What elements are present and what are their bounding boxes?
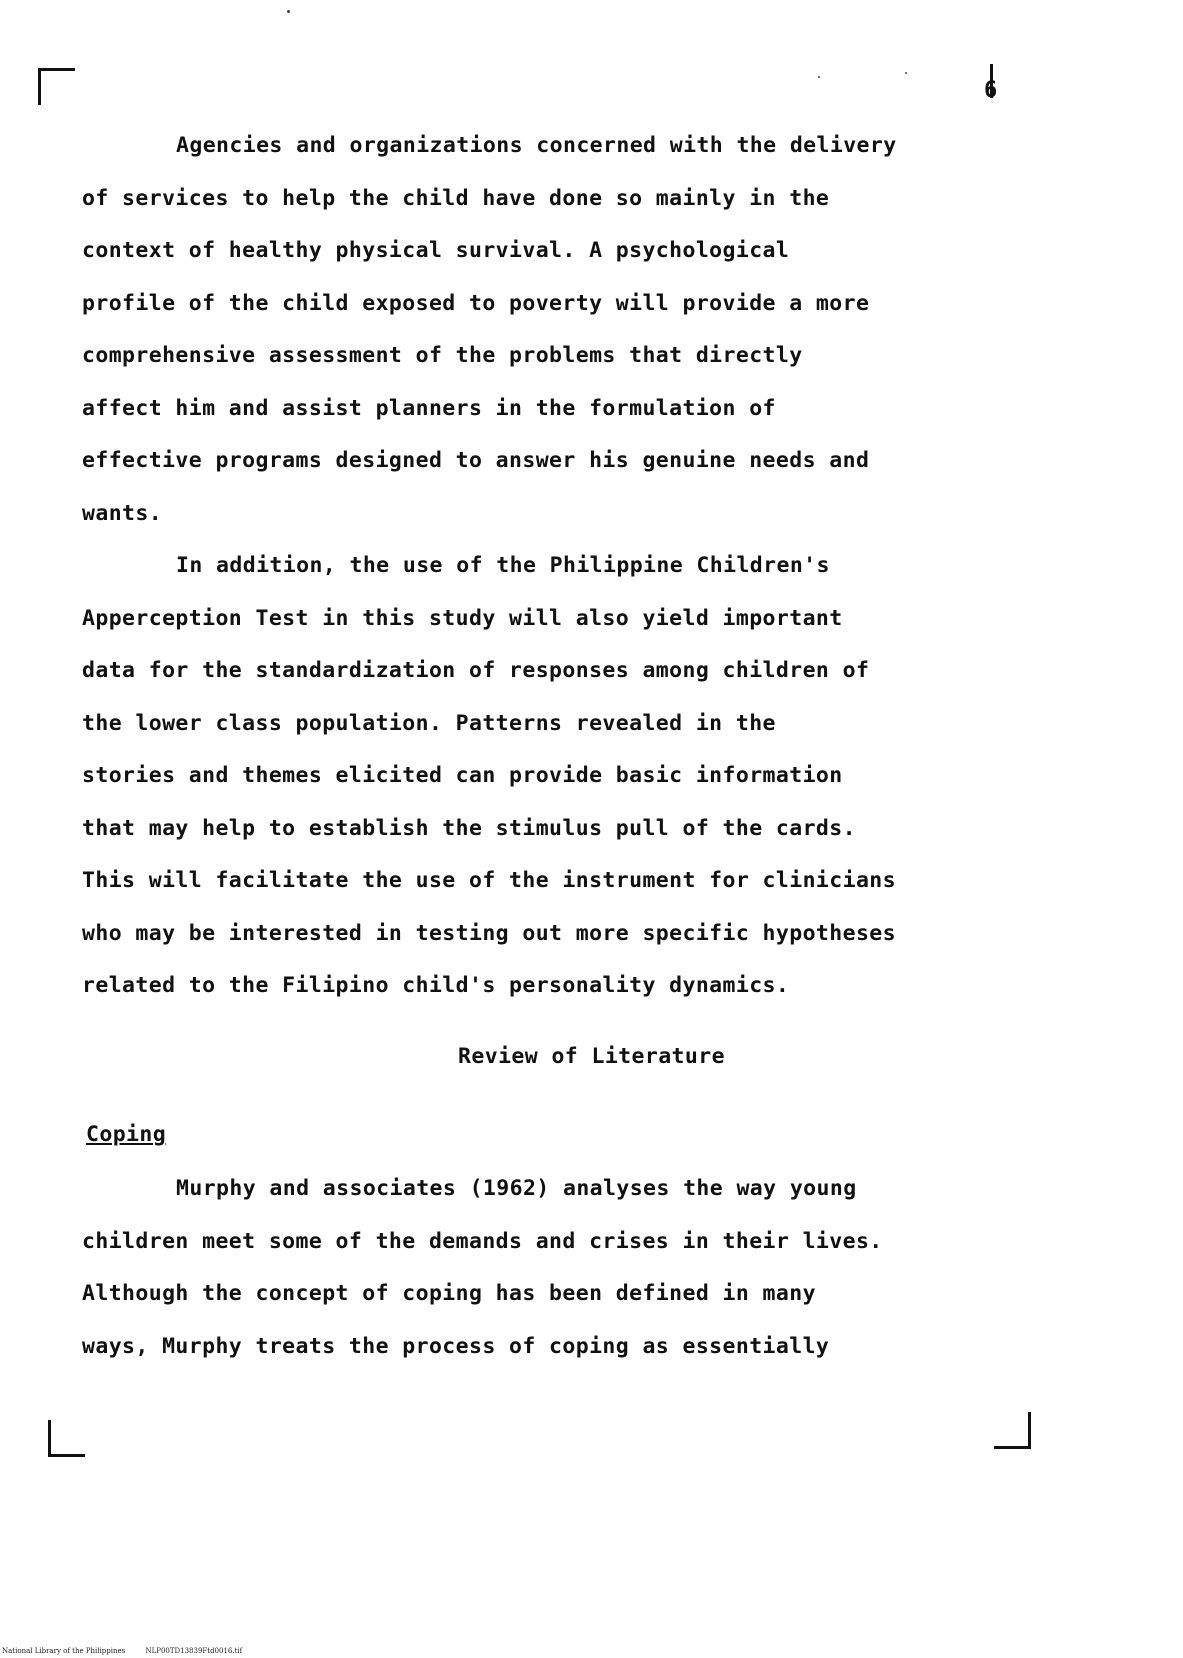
text-line: In addition, the use of the Philippine Children's	[176, 553, 830, 578]
section-heading: Review of Literature	[458, 1044, 725, 1069]
crop-mark-top-left	[38, 68, 75, 105]
scan-speck	[905, 72, 907, 74]
paragraph-coping	[82, 1163, 1022, 1373]
text-line: who may be interested in testing out more specific hypotheses	[82, 920, 896, 946]
text-line: the lower class population. Patterns revealed in the	[82, 710, 776, 736]
text-line: that may help to establish the stimulus pull of the cards.	[82, 815, 856, 841]
text-line: comprehensive assessment of the problems that directly	[82, 343, 803, 368]
text-line: effective programs designed to answer his genuine needs and	[82, 448, 870, 473]
subheading: Coping	[86, 1122, 167, 1147]
paragraph-pcat	[82, 540, 1022, 1013]
scan-speck	[287, 10, 290, 13]
text-line: related to the Filipino child's personality dynamics.	[82, 973, 790, 998]
footer-file: NLP00TD13839Ftd0016.tif	[145, 1647, 243, 1655]
scan-footer	[2, 1647, 260, 1655]
text-line: Agencies and organizations concerned with the delivery	[176, 133, 897, 158]
text-line: affect him and assist planners in the formulation of	[82, 395, 776, 421]
text-line: wants.	[82, 500, 163, 526]
text-line: profile of the child exposed to poverty will provide a more	[82, 290, 870, 316]
text-line: of services to help the child have done so mainly in the	[82, 185, 830, 211]
text-line: Apperception Test in this study will also yield important	[82, 605, 843, 631]
scan-speck	[818, 76, 820, 78]
text-line: Although the concept of coping has been defined in many	[82, 1281, 816, 1306]
text-line: children meet some of the demands and crises in their lives.	[82, 1228, 883, 1254]
text-line: data for the standardization of responses among children of	[82, 658, 870, 683]
footer-source: National Library of the Philippines	[2, 1647, 126, 1655]
text-line: ways, Murphy treats the process of coping as essentially	[82, 1333, 830, 1359]
page-number: 6	[984, 78, 998, 103]
text-line: context of healthy physical survival. A psychological	[82, 238, 790, 263]
text-line: stories and themes elicited can provide basic information	[82, 763, 843, 788]
text-line: Murphy and associates (1962) analyses the way young	[176, 1176, 857, 1201]
crop-mark-bottom-left	[48, 1420, 85, 1457]
crop-mark-bottom-right	[994, 1412, 1031, 1449]
paragraph-intro	[82, 120, 1022, 540]
text-line: This will facilitate the use of the instrument for clinicians	[82, 868, 896, 893]
